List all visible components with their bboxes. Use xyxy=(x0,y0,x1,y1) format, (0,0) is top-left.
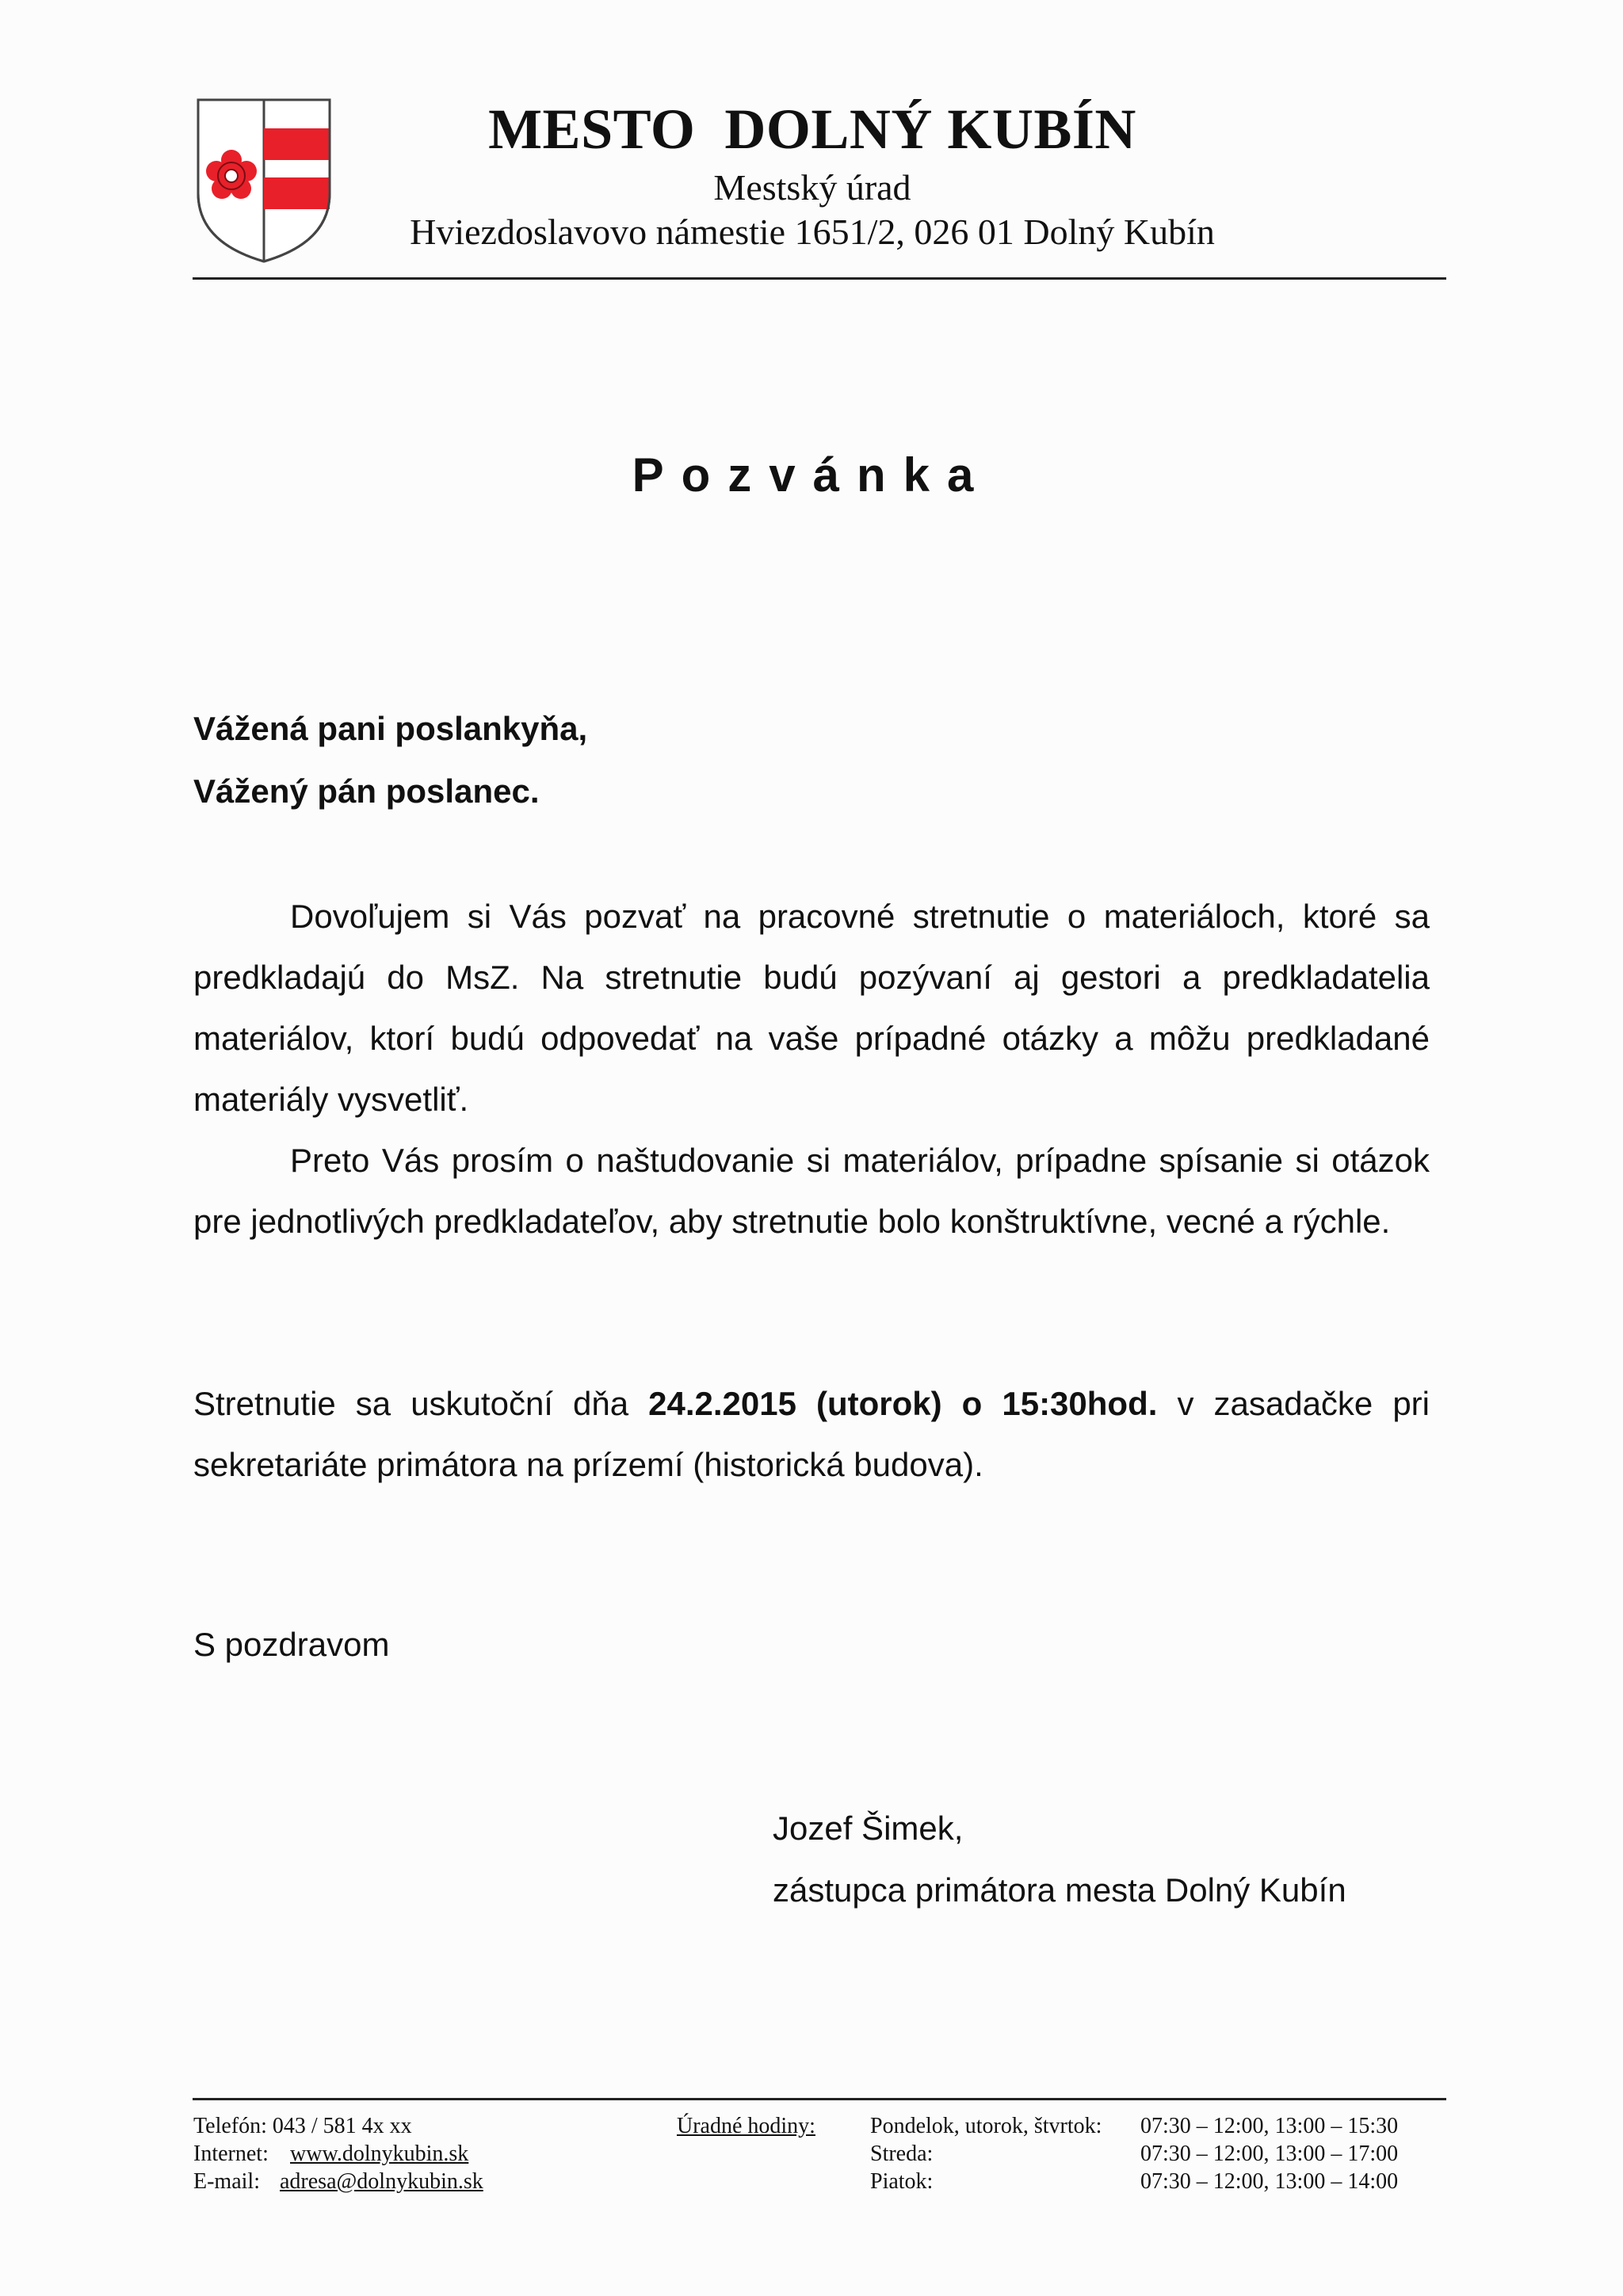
footer-divider xyxy=(193,2098,1446,2100)
signer-title: zástupca primátora mesta Dolný Kubín xyxy=(773,1871,1346,1909)
hours-times-row-3: 07:30 – 12:00, 13:00 – 14:00 xyxy=(1140,2169,1399,2194)
footer-internet-label: Internet: xyxy=(193,2142,269,2166)
office-address: Hviezdoslavovo námestie 1651/2, 026 01 Dolný Kubín xyxy=(410,212,1215,252)
hours-days-row-1: Pondelok, utorok, štvrtok: xyxy=(870,2114,1102,2138)
hours-times-row-2: 07:30 – 12:00, 13:00 – 17:00 xyxy=(1140,2142,1399,2166)
meeting-location-text: v zasadačke pri sekretariáte primátora na prízemí (historická budova). xyxy=(193,1385,1430,1483)
footer-email-link[interactable]: adresa@dolnykubin.sk xyxy=(280,2169,483,2194)
paragraph-1-text: Dovoľujem si Vás pozvať na pracovné stretnutie o materiáloch, ktoré sa predkladajú do MsZ. Na stretnutie budú pozývaní aj gestori a predkladatelia materiálov, ktorí budú odpovedať na vaše prípadné otázky a môžu predkladané materiály vysvetliť. xyxy=(193,898,1430,1118)
footer-phone: Telefón: 043 / 581 4x xx xyxy=(193,2114,412,2138)
closing-greeting: S pozdravom xyxy=(193,1626,390,1663)
header-divider xyxy=(193,277,1446,280)
signer-name: Jozef Šimek, xyxy=(773,1810,964,1847)
body-paragraph-1 xyxy=(193,886,1430,1130)
hours-days-row-3: Piatok: xyxy=(870,2169,934,2194)
salutation-line-1: Vážená pani poslankyňa, xyxy=(193,710,588,747)
salutation-line-2: Vážený pán poslanec. xyxy=(193,772,540,810)
office-name: Mestský úrad xyxy=(713,167,911,208)
footer-website-link[interactable]: www.dolnykubin.sk xyxy=(290,2142,469,2166)
body-paragraph-2 xyxy=(193,1130,1430,1252)
document-title: Pozvánka xyxy=(632,448,991,502)
paragraph-2-text: Preto Vás prosím o naštudovanie si materiálov, prípadne spísanie si otázok pre jednotlivých predkladateľov, aby stretnutie bolo konštruktívne, vecné a rýchle. xyxy=(193,1142,1430,1240)
meeting-date-time: 24.2.2015 (utorok) o 15:30hod. xyxy=(648,1385,1158,1422)
org-name: MESTO DOLNÝ KUBÍN xyxy=(488,97,1136,161)
meeting-intro-text: Stretnutie sa uskutoční dňa xyxy=(193,1385,649,1422)
meeting-details-paragraph xyxy=(193,1373,1430,1495)
footer-email-label: E-mail: xyxy=(193,2169,260,2194)
hours-times-row-1: 07:30 – 12:00, 13:00 – 15:30 xyxy=(1140,2114,1399,2138)
hours-days-row-2: Streda: xyxy=(870,2142,934,2166)
footer-hours-label: Úradné hodiny: xyxy=(677,2114,815,2138)
